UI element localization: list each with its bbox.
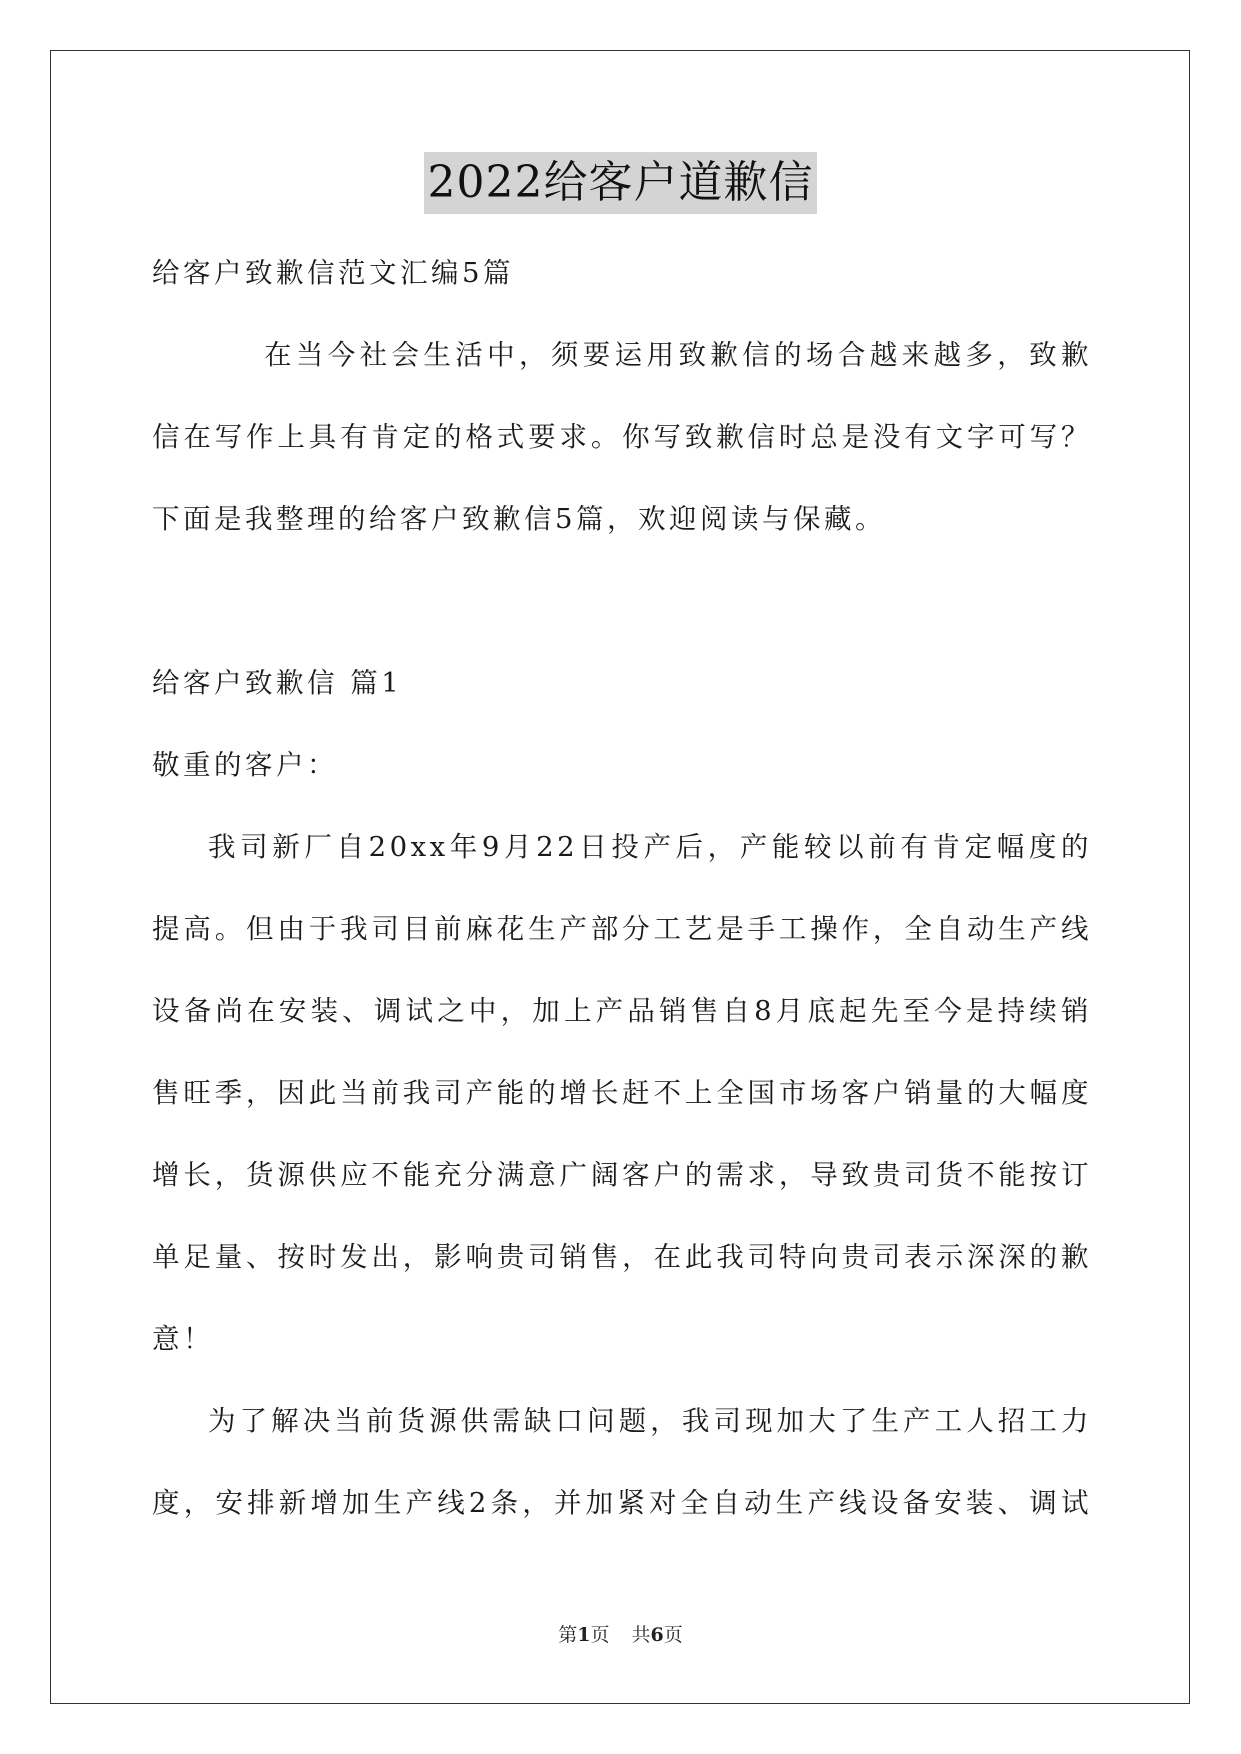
body-paragraph-line: 单足量、按时发出，影响贵司销售，在此我司特向贵司表示深深的歉 [152, 1241, 1092, 1273]
body-paragraph-line: 增长，货源供应不能充分满意广阔客户的需求，导致贵司货不能按订 [152, 1159, 1092, 1191]
body-paragraph-line: 我司新厂自20xx年9月22日投产后，产能较以前有肯定幅度的 [208, 831, 1092, 863]
total-page-count: 6 [650, 1624, 664, 1646]
collection-heading: 给客户致歉信范文汇编5篇 [152, 257, 514, 289]
total-suffix: 页 [663, 1624, 683, 1646]
intro-paragraph-line: 下面是我整理的给客户致歉信5篇，欢迎阅读与保藏。 [152, 503, 886, 535]
section-heading: 给客户致歉信 篇1 [152, 667, 403, 699]
body-paragraph-line: 提高。但由于我司目前麻花生产部分工艺是手工操作，全自动生产线 [152, 913, 1092, 945]
document-title: 2022给客户道歉信 [424, 152, 818, 214]
document-body [152, 232, 1092, 1544]
body-paragraph-line: 意！ [152, 1323, 214, 1355]
page-prefix: 第 [558, 1624, 578, 1646]
total-prefix: 共 [631, 1624, 651, 1646]
page-footer [0, 1620, 1241, 1647]
intro-paragraph-line: 在当今社会生活中，须要运用致歉信的场合越来越多，致歉 [264, 339, 1092, 371]
title-container [0, 152, 1241, 214]
intro-paragraph-line: 信在写作上具有肯定的格式要求。你写致歉信时总是没有文字可写？ [152, 421, 1092, 453]
body-paragraph-line: 度，安排新增加生产线2条，并加紧对全自动生产线设备安装、调试 [152, 1487, 1092, 1519]
body-paragraph-line: 设备尚在安装、调试之中，加上产品销售自8月底起先至今是持续销 [152, 995, 1092, 1027]
body-paragraph-line: 售旺季，因此当前我司产能的增长赶不上全国市场客户销量的大幅度 [152, 1077, 1092, 1109]
current-page-number: 1 [577, 1624, 591, 1646]
spacer [152, 560, 1092, 642]
page-suffix: 页 [590, 1624, 610, 1646]
body-paragraph-line: 为了解决当前货源供需缺口问题，我司现加大了生产工人招工力 [208, 1405, 1092, 1437]
salutation: 敬重的客户： [152, 749, 338, 781]
